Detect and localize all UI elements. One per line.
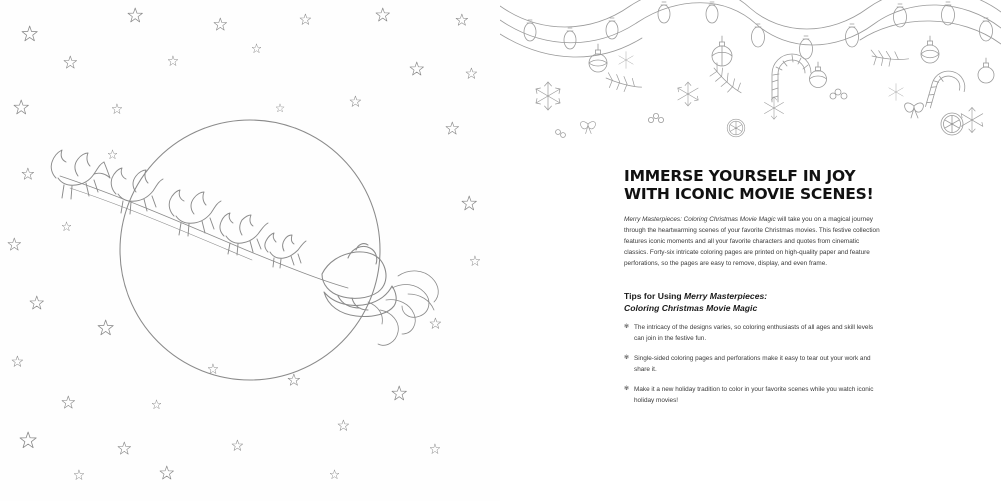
light-bulbs <box>524 2 993 59</box>
list-item <box>624 384 884 406</box>
list-item <box>624 322 884 344</box>
page-headline <box>624 168 884 204</box>
flower-bullet-icon: ✾ <box>624 353 630 361</box>
tips-heading-plain: Tips for Using <box>624 291 685 302</box>
santa-figure <box>348 246 377 264</box>
book-title-italic: Merry Masterpieces: Coloring Christmas Movie Magic <box>624 215 776 223</box>
left-page-illustration <box>0 0 500 501</box>
tip-text: Single-sided coloring pages and perforations make it easy to tear out your work and share it. <box>634 355 871 374</box>
right-page-text <box>500 0 1001 501</box>
tips-heading-italic-2: Coloring Christmas Movie Magic <box>624 302 758 313</box>
santa-sleigh-moon-lineart <box>0 0 500 501</box>
light-string-2 <box>500 3 1001 45</box>
tips-heading <box>624 291 884 314</box>
tips-heading-italic-1: Merry Masterpieces: <box>684 291 768 302</box>
pine-sprig <box>605 40 909 97</box>
light-string-1 <box>500 0 1001 29</box>
candy-cane-icon-2 <box>926 67 969 116</box>
reins-line-secondary <box>70 188 252 260</box>
intro-body-text: will take you on a magical journey through the heartwarming scenes of your favorite Christmas movies. This festive collection features iconic moments and all your favorite characters and quotes from cinematic classics. Forty-six intricate coloring pages are printed on high-quality paper and feature perforations, so the pages are easy to remove, display, and even frame. <box>624 215 880 267</box>
tip-text: Make it a new holiday tradition to color in your favorite scenes while you watch iconic holiday movies! <box>634 386 874 405</box>
right-page-text-column <box>624 168 884 415</box>
sleigh-runner <box>324 286 396 317</box>
ribbon-bow <box>905 103 924 118</box>
tips-heading-line-1 <box>624 291 884 303</box>
candy-cane-icon <box>772 54 811 102</box>
flower-bullet-icon: ✾ <box>624 384 630 392</box>
headline-line-1: IMMERSE YOURSELF IN JOY <box>624 167 856 185</box>
flower-bullet-icon: ✾ <box>624 322 630 330</box>
reindeer-team <box>51 150 306 268</box>
list-item <box>624 353 884 375</box>
tip-text: The intricacy of the designs varies, so coloring enthusiasts of all ages and skill levels can join in the festive fun. <box>634 324 874 343</box>
orange-slice-icon <box>941 113 963 135</box>
intro-paragraph <box>624 214 884 269</box>
sleigh-trail <box>368 271 438 345</box>
headline-line-2: WITH ICONIC MOVIE SCENES! <box>624 184 874 203</box>
light-string-3 <box>500 34 642 57</box>
christmas-garland-border <box>500 0 1001 150</box>
santa-sleigh <box>322 244 396 317</box>
holly-berries <box>556 89 847 137</box>
orange-slice-icon-2 <box>727 119 745 137</box>
snowflake <box>536 52 983 133</box>
ribbon-bow-2 <box>580 122 595 134</box>
tips-list <box>624 322 884 406</box>
star-field <box>8 8 480 480</box>
moon-circle <box>120 120 380 380</box>
